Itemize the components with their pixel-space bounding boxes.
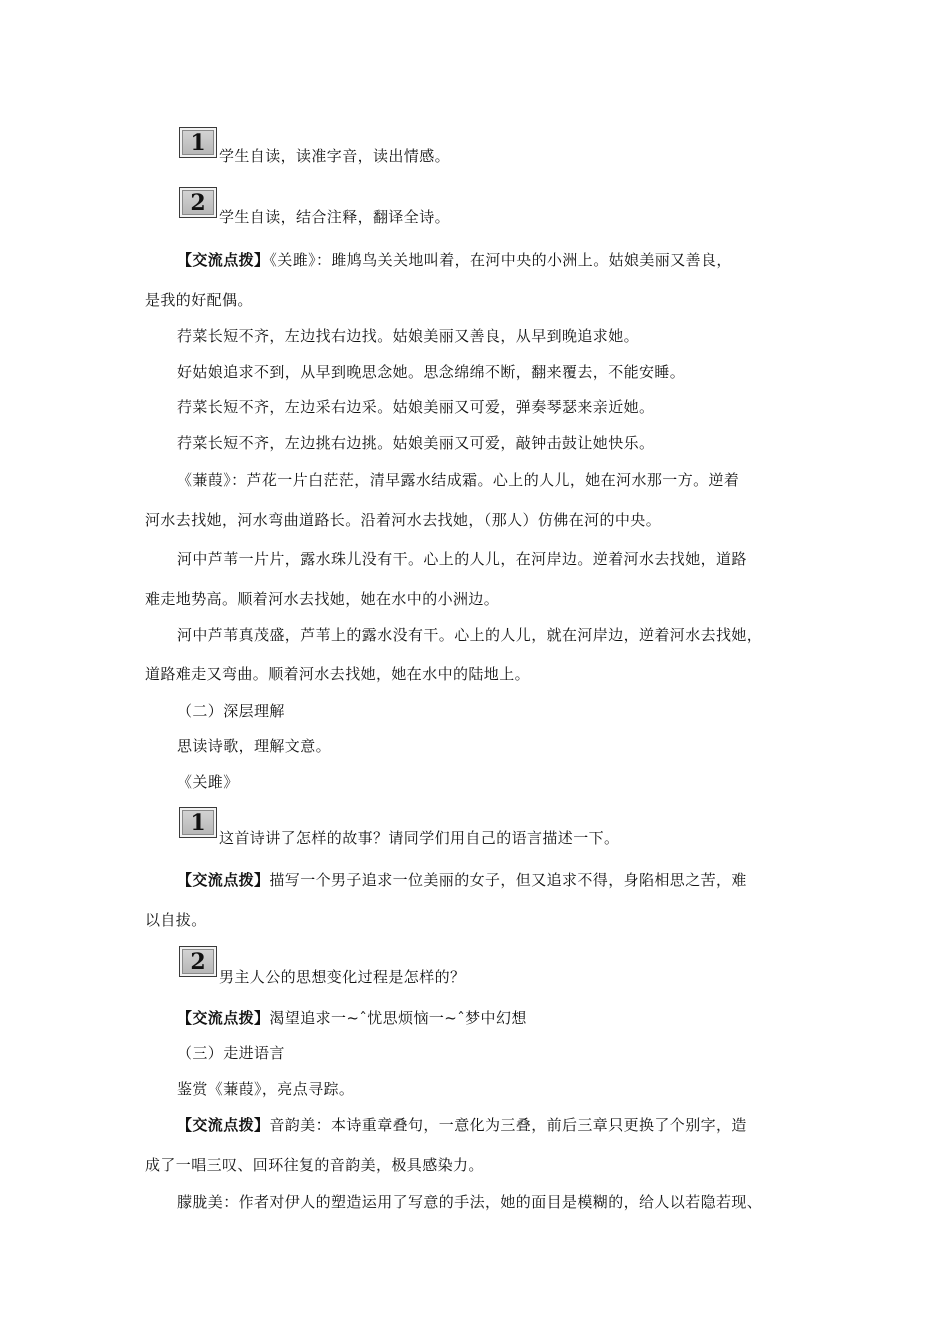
badge-number: 2	[190, 948, 206, 975]
badge-number: 1	[190, 809, 206, 836]
step-2-text: 学生自读，结合注释，翻译全诗。	[219, 208, 451, 226]
badge-2	[179, 187, 217, 218]
jianjia-translation-line-1b: 河水去找她，河水弯曲道路长。沿着河水去找她，（那人）仿佛在河的中央。	[145, 511, 662, 529]
question-2-text: 男主人公的思想变化过程是怎样的？	[219, 968, 466, 986]
tip-label: 【交流点拨】	[177, 251, 270, 269]
answer-1-line	[177, 870, 747, 890]
section-3-task: 鉴赏《蒹葭》，亮点寻踪。	[177, 1080, 355, 1098]
badge-1	[179, 127, 217, 158]
answer-3-line-b: 成了一唱三叹、回环往复的音韵美，极具感染力。	[145, 1156, 484, 1174]
guanju-translation-line-1b: 是我的好配偶。	[145, 291, 253, 309]
badge-1-question	[179, 807, 217, 838]
section-heading-3: （三）走进语言	[177, 1044, 285, 1062]
section-heading-2: （二）深层理解	[177, 702, 285, 720]
jianjia-translation-line-1: 《蒹葭》：芦花一片白茫茫，清早露水结成霜。心上的人儿，她在河水那一方。逆着	[177, 471, 740, 489]
answer-1-line-b: 以自拔。	[145, 911, 207, 929]
poem-title-guanju: 《关雎》	[177, 773, 239, 791]
guanju-translation-line-5: 荇菜长短不齐，左边挑右边挑。姑娘美丽又可爱，敲钟击鼓让她快乐。	[177, 434, 655, 452]
tip-label: 【交流点拨】	[177, 871, 270, 889]
badge-number: 2	[190, 189, 206, 216]
step-1-text: 学生自读，读准字音，读出情感。	[219, 147, 451, 165]
tip-text: 描写一个男子追求一位美丽的女子，但又追求不得，身陷相思之苦，难	[269, 871, 747, 889]
section-2-task: 思读诗歌，理解文意。	[177, 737, 332, 755]
guanju-translation-line-4: 荇菜长短不齐，左边采右边采。姑娘美丽又可爱，弹奏琴瑟来亲近她。	[177, 398, 655, 416]
answer-4-line: 朦胧美：作者对伊人的塑造运用了写意的手法，她的面目是模糊的，给人以若隐若现、	[177, 1193, 763, 1211]
answer-3-line	[177, 1115, 747, 1135]
badge-number: 1	[190, 129, 206, 156]
tip-label: 【交流点拨】	[177, 1116, 270, 1134]
badge-2-question	[179, 946, 217, 977]
jianjia-translation-line-3b: 道路难走又弯曲。顺着河水去找她，她在水中的陆地上。	[145, 665, 531, 683]
question-1-text: 这首诗讲了怎样的故事？请同学们用自己的语言描述一下。	[219, 829, 620, 847]
tip-text: 渴望追求一~ˆ忧思烦恼一~ˆ梦中幻想	[269, 1009, 527, 1027]
guanju-translation-line-2: 荇菜长短不齐，左边找右边找。姑娘美丽又善良，从早到晚追求她。	[177, 327, 640, 345]
tip-text: 《关雎》：雎鸠鸟关关地叫着，在河中央的小洲上。姑娘美丽又善良，	[269, 251, 732, 269]
answer-2-line	[177, 1008, 527, 1028]
tip-text: 音韵美：本诗重章叠句，一意化为三叠，前后三章只更换了个别字，造	[269, 1116, 747, 1134]
jianjia-translation-line-2b: 难走地势高。顺着河水去找她，她在水中的小洲边。	[145, 590, 500, 608]
jianjia-translation-line-2: 河中芦苇一片片，露水珠儿没有干。心上的人儿，在河岸边。逆着河水去找她，道路	[177, 550, 747, 568]
guanju-translation-line-3: 好姑娘追求不到，从早到晚思念她。思念绵绵不断，翻来覆去，不能安睡。	[177, 363, 686, 381]
jianjia-translation-line-3: 河中芦苇真茂盛，芦苇上的露水没有干。心上的人儿，就在河岸边，逆着河水去找她，	[177, 626, 763, 644]
guanju-translation-line-1	[177, 250, 732, 270]
tip-label: 【交流点拨】	[177, 1009, 270, 1027]
